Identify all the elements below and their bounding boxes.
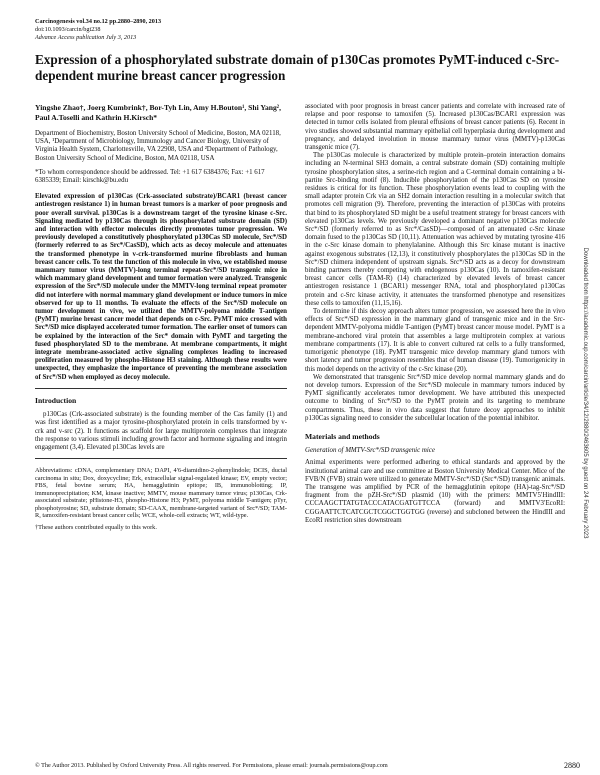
copyright-line: © The Author 2013. Published by Oxford University Press. All rights reserved. For Permissions, please email: journals.permissions@oup.com: [35, 762, 388, 769]
journal-header: [35, 18, 161, 42]
page-number: 2880: [564, 761, 580, 770]
body-paragraph: The p130Cas molecule is characterized by multiple protein–protein interaction domains including an N-terminal SH3 domain, a central substrate domain (SD) containing multiple tyrosine phosphorylation sites, a serine-rich region and a C-terminal domain containing a bi-partite Src-binding motif (8). Inducible phosphorylation of the p130Cas SD on tyrosine residues is critical for its function. These phosphorylation events lead to coupling with the small adapter protein Crk via an SH2 domain interaction resulting in a molecular switch that promotes cell migration (9). Therefore, preventing the interaction of p130Cas with proteins that bind to its phosphorylated SD might be a useful treatment strategy for breast cancers with elevated p130Cas levels. We previously developed a dominant negative p130Cas molecule Src*/SD (formerly referred to as Src*/CasSD)—composed of an attenuated c-Src kinase domain fused to the p130Cas SD (10,11). Attenuation was achieved by mutating tyrosine 416 in the c-Src kinase domain to phenylalanine. Although this Src kinase mutant is inactive against exogenous substrates (12,13), it constitutively phosphorylates the p130Cas SD in the Src*/SD chimera independent of upstream signals. Src*/SD acts as a decoy for downstream binding partners thereby competing with endogenous p130Cas (10). In tamoxifen-resistant breast cancer cells (TAM-R) (14) characterized by elevated levels of breast cancer antiestrogen resistance 1 (BCAR1) messenger RNA, total and phosphorylated p130Cas protein and c-Src kinase activity, it attenuates the transformed phenotype and resensitizes these cells to tamoxifen (11,15,16).: [305, 152, 565, 307]
page-footer: [35, 762, 580, 769]
footnote-divider: [35, 458, 287, 459]
affiliation: Department of Biochemistry, Boston University School of Medicine, Boston, MA 02118, USA, ¹Department of Microbiology, Immunology and Cancer Biology, University of Virginia Health System, Charlottesville, VA 22908, USA and ²Department of Pathology, Boston University School of Medicine, Boston, MA 02118, USA: [35, 130, 281, 162]
author-list: Yingshe Zhao†, Joerg Kumbrink†, Bor-Tyh Lin, Amy H.Bouton¹, Shi Yang², Paul A.Toselli and Kathrin H.Kirsch*: [35, 103, 281, 122]
abbreviations-note: Abbreviations: cDNA, complementary DNA; DAPI, 4′6-diamidino-2-phenylindole; DCIS, ductal carcinoma in situ; Dox, doxycycline; Erk, extracellular signal-regulated kinase; EV, empty vector; FBS, fetal bovine serum; HA, hemagglutinin epitope; IB, immunoblotting; IP, immunoprecipitation; KM, kinase inactive; MMTV, mouse mammary tumor virus; p130Cas, Crk-associated substrate; pHistone-H3, phospho-Histone H3; PyMT, polyoma middle T-antigen; pTyr, phosphotyrosine; SD, substrate domain; SD-CAAX, membrane-targeted variant of Src*/SD; TAM-R, tamoxifen-resistant breast cancer cells; WCE, whole-cell extracts; WT, wild-type.: [35, 467, 287, 520]
article-title: Expression of a phosphorylated substrate domain of p130Cas promotes PyMT-induced c-Src-dependent murine breast cancer progression: [35, 52, 560, 83]
download-watermark-text: Downloaded from https://academic.oup.com/carcin/article/34/12/2880/2463605 by guest on 24 February 2023: [582, 247, 588, 539]
body-paragraph: To determine if this decoy approach alters tumor progression, we assessed here the in vivo effects of Src*/SD expression in the mammary gland of transgenic mice and in the Src-dependent MMTV-polyoma middle T-antigen (PyMT) breast cancer mouse model. PyMT is a membrane-anchored viral protein that assembles a large multiprotein complex at various membrane compartments (17). It is able to convert cultured rat cells to a fully transformed, tumorigenic phenotype (18). PyMT transgenic mice develop mammary gland tumors with short latency and tumor progression resembles that of human disease (19). Tumorigenicity in this model depends on the activity of the c-Src kinase (20).: [305, 308, 565, 373]
section-divider: [35, 388, 287, 389]
body-paragraph: associated with poor prognosis in breast cancer patients and correlate with increased rate of relapse and poor response to tamoxifen (5). Increased p130Cas/BCAR1 expression was detected in tumor cells isolated from pleural effusions of breast cancer patients (6). Recent in vivo studies showed substantial mammary epithelial cell hyperplasia during development and pregnancy, and delayed involution in mouse mammary tumor virus (MMTV)-p130Cas transgenic mice (7).: [305, 103, 565, 152]
correspondence: *To whom correspondence should be addressed. Tel: +1 617 6384376; Fax: +1 617 6385339; Email: kirschk@bu.edu: [35, 168, 265, 185]
journal-citation: Carcinogenesis vol.34 no.12 pp.2880–2890, 2013: [35, 18, 162, 25]
body-paragraph: We demonstrated that transgenic Src*/SD mice develop normal mammary glands and do not develop tumors. Expression of the Src*/SD molecule in mammary tumors induced by PyMT significantly accelerates tumor development. We have attributed this unexpected outcome to binding of Src*/SD to the PyMT protein and its targeting to membrane compartments. Thus, these in vivo data suggest that future decoy approaches to inhibit p130Cas signaling need to consider the subcellular location of the potential inhibitor.: [305, 373, 565, 422]
left-column: [35, 103, 287, 531]
download-watermark: [580, 200, 590, 590]
right-column: [305, 103, 565, 525]
abstract: Elevated expression of p130Cas (Crk-associated substrate)/BCAR1 (breast cancer antiestrogen resistance 1) in human breast tumors is a marker of poor prognosis and poor overall survival. p130Cas is a downstream target of the tyrosine kinase c-Src. Signaling mediated by p130Cas through its phosphorylated substrate domain (SD) and interaction with effector molecules directly promotes tumor progression. We previously developed a constitutively phosphorylated p130Cas SD molecule, Src*/SD (formerly referred to as Src*/CasSD), which acts as decoy molecule and attenuates the transformed phenotype in v-crk-transformed murine fibroblasts and human breast cancer cells. To test the function of this molecule in vivo, we established mouse mammary tumor virus (MMTV)-long terminal repeat-Src*/SD transgenic mice in which mammary gland development and tumor formation were analyzed. Transgenic expression of the Src*/SD molecule under the MMTV-long terminal repeat promoter did not interfere with normal mammary gland development or induce tumors in mice observed for up to 11 months. To evaluate the effects of the Src*/SD molecule on tumor development in vivo, we utilized the MMTV-polyoma middle T-antigen (PyMT) murine breast cancer model that depends on c-Src. PyMT mice crossed with Src*/SD mice displayed accelerated tumor formation. The earlier onset of tumors can be explained by the interaction of the Src* domain with PyMT and targeting the fused phosphorylated SD to the membrane. At membrane compartments, it might integrate membrane-associated active signaling complexes leading to increased proliferation measured by phospho-Histone H3 staining. Although these results were unexpected, they emphasize the importance of preventing the membrane association of Src*/SD when employed as decoy molecule.: [35, 193, 287, 381]
methods-heading: Materials and methods: [305, 431, 380, 441]
doi-line: doi:10.1093/carcin/bgt238: [35, 26, 101, 33]
introduction-paragraph: p130Cas (Crk-associated substrate) is the founding member of the Cas family (1) and was first identified as a major tyrosine-phosphorylated protein in cells transformed by v-crk and v-src (2). It functions as scaffold for large multiprotein complexes that integrate the response to various stimuli including growth factor and hormone signaling and integrin engagement (3,4). Elevated p130Cas levels are: [35, 411, 287, 451]
methods-paragraph: Animal experiments were performed adhering to ethical standards and approved by the institutional animal care and use committee at Boston University Medical Center. Mice of the FVB/N (FVB) strain were utilized to generate MMTV-Src*/SD (Src*/SD) transgenic animals. The transgene was amplified by PCR of the hemagglutinin epitope (HA)-tag-Src*/SD fragment from the pZH-Src*/SD plasmid (10) with the primers: MMTV5′HindIII: CCCAAGCTTATGTACCCATACGATGTTCCA (forward) and MMTV3′EcoRI: CGGAATTCTCATCGCTCGGCTGGTGG (reverse) and subcloned between the HindIII and EcoRI restriction sites downstream: [305, 459, 565, 524]
methods-subheading: Generation of MMTV-Src*/SD transgenic mice: [305, 447, 435, 455]
equal-contribution-footnote: †These authors contributed equally to this work.: [35, 523, 157, 531]
introduction-heading: Introduction: [35, 395, 77, 405]
advance-access-line: Advance Access publication July 3, 2013: [35, 34, 137, 41]
